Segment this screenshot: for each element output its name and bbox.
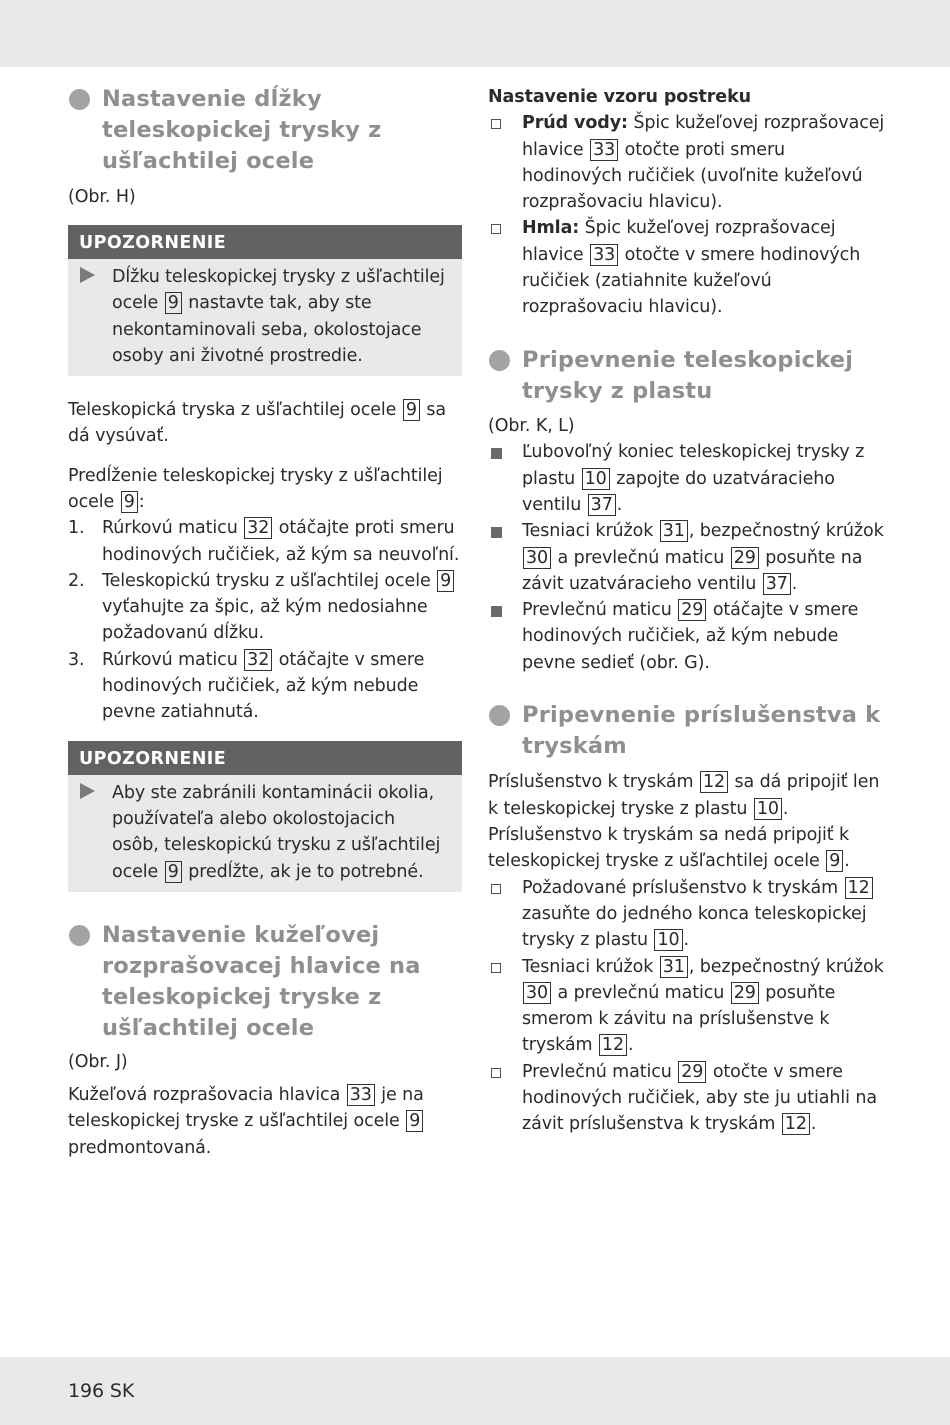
part-reference: 30 bbox=[523, 547, 551, 569]
part-reference: 12 bbox=[782, 1113, 810, 1135]
part-reference: 33 bbox=[590, 139, 618, 161]
part-reference: 29 bbox=[678, 599, 706, 621]
part-reference: 29 bbox=[678, 1061, 706, 1083]
warning-title: UPOZORNENIE bbox=[68, 225, 462, 259]
part-reference: 12 bbox=[845, 877, 873, 899]
accessory-list bbox=[488, 875, 888, 1138]
list-item: 1. Rúrkovú maticu 32 otáčajte proti smeru hodinových ručičiek, až kým sa neuvoľní. bbox=[68, 518, 460, 565]
list-item: Prevlečnú maticu 29 otáčajte v smere hodinových ručičiek, až kým nebude pevne sedieť (obr. G). bbox=[488, 597, 888, 676]
part-reference: 31 bbox=[660, 520, 688, 542]
part-reference: 9 bbox=[437, 570, 454, 592]
part-reference: 33 bbox=[590, 244, 618, 266]
figure-reference: (Obr. K, L) bbox=[488, 416, 575, 437]
part-reference: 30 bbox=[523, 982, 551, 1004]
part-reference: 37 bbox=[763, 573, 791, 595]
arrow-right-icon bbox=[80, 783, 95, 799]
part-reference: 10 bbox=[654, 929, 682, 951]
part-reference: 32 bbox=[244, 517, 272, 539]
checkbox-square-icon bbox=[491, 119, 501, 129]
part-reference: 9 bbox=[121, 491, 138, 513]
checkbox-square-icon bbox=[491, 1068, 501, 1078]
part-reference: 9 bbox=[165, 861, 182, 883]
list-item: Prevlečnú maticu 29 otočte v smere hodinových ručičiek, aby ste ju utiahli na závit príslušenstva k tryskám 12 . bbox=[488, 1059, 888, 1138]
plastic-nozzle-list bbox=[488, 439, 888, 676]
section-heading-accessories bbox=[488, 700, 888, 762]
warning-text: predĺžte, ak je to potrebné. bbox=[188, 861, 424, 882]
warning-body bbox=[68, 775, 462, 892]
list-item: Tesniaci krúžok 31 , bezpečnostný krúžok 30 a prevlečnú maticu 29 posuňte smerom k závitu na príslušenstve k tryskám 12 . bbox=[488, 954, 888, 1059]
checkbox-square-icon bbox=[491, 963, 501, 973]
list-item: 2. Teleskopickú trysku z ušľachtilej ocele 9 vyťahujte za špic, až kým nedosiahne požadovanú dĺžku. bbox=[68, 568, 462, 647]
warning-box bbox=[68, 741, 462, 892]
bullet-dot-icon bbox=[489, 350, 510, 371]
paragraph: Príslušenstvo k tryskám 12 sa dá pripojiť len k teleskopickej tryske z plastu 10 . bbox=[488, 772, 880, 819]
square-bullet-icon bbox=[491, 448, 502, 459]
section-title: Pripevnenie príslušenstva k tryskám bbox=[522, 702, 881, 760]
section-heading-plastic-nozzle bbox=[488, 345, 888, 407]
part-reference: 10 bbox=[754, 798, 782, 820]
part-reference: 33 bbox=[347, 1084, 375, 1106]
section-heading-spray-head bbox=[68, 920, 462, 1045]
list-item: 3. Rúrkovú maticu 32 otáčajte v smere hodinových ručičiek, až kým nebude pevne zatiahnutá. bbox=[68, 649, 425, 723]
subheading-spray-pattern: Nastavenie vzoru postreku bbox=[488, 87, 751, 107]
warning-text: nastavte tak, aby ste nekontaminovali seba, okolostojace osoby ani životné prostredie. bbox=[112, 293, 422, 366]
list-item: Ľubovoľný koniec teleskopickej trysky z plastu 10 zapojte do uzatváracieho ventilu 37 . bbox=[488, 439, 888, 518]
spray-pattern-list bbox=[488, 110, 888, 320]
section-heading-nozzle-length bbox=[68, 84, 462, 178]
part-reference: 9 bbox=[406, 1110, 423, 1132]
warning-title: UPOZORNENIE bbox=[68, 741, 462, 775]
paragraph: Predĺženie teleskopickej trysky z ušľachtilej ocele 9 : bbox=[68, 465, 443, 512]
paragraph: Príslušenstvo k tryskám sa nedá pripojiť k teleskopickej tryske z ušľachtilej ocele 9 . bbox=[488, 825, 850, 872]
right-column bbox=[488, 84, 888, 1138]
left-column bbox=[68, 84, 462, 1161]
list-item: Tesniaci krúžok 31 , bezpečnostný krúžok 30 a prevlečnú maticu 29 posuňte na závit uzatváracieho ventilu 37 . bbox=[488, 518, 888, 597]
page-top-band bbox=[0, 0, 950, 67]
bullet-dot-icon bbox=[489, 705, 510, 726]
part-reference: 12 bbox=[700, 771, 728, 793]
part-reference: 12 bbox=[599, 1034, 627, 1056]
part-reference: 29 bbox=[731, 547, 759, 569]
part-reference: 9 bbox=[403, 399, 420, 421]
part-reference: 31 bbox=[660, 956, 688, 978]
checkbox-square-icon bbox=[491, 224, 501, 234]
section-title: Nastavenie kužeľovej rozprašovacej hlavice na teleskopickej tryske z ušľachtilej ocele bbox=[102, 921, 421, 1042]
square-bullet-icon bbox=[491, 606, 502, 617]
numbered-steps bbox=[68, 515, 462, 725]
figure-reference: (Obr. J) bbox=[68, 1051, 128, 1072]
paragraph: Kužeľová rozprašovacia hlavica 33 je na teleskopickej tryske z ušľachtilej ocele 9 predmontovaná. bbox=[68, 1084, 424, 1158]
bullet-dot-icon bbox=[69, 89, 90, 110]
part-reference: 9 bbox=[826, 850, 843, 872]
page-bottom-band bbox=[0, 1357, 950, 1425]
square-bullet-icon bbox=[491, 527, 502, 538]
section-title: Nastavenie dĺžky teleskopickej trysky z ušľachtilej ocele bbox=[102, 86, 382, 175]
part-reference: 9 bbox=[165, 292, 182, 314]
section-title: Pripevnenie teleskopickej trysky z plastu bbox=[522, 346, 854, 404]
figure-reference: (Obr. H) bbox=[68, 186, 136, 207]
arrow-right-icon bbox=[80, 267, 95, 283]
part-reference: 32 bbox=[244, 649, 272, 671]
paragraph: Teleskopická tryska z ušľachtilej ocele 9 sa dá vysúvať. bbox=[68, 400, 446, 447]
part-reference: 29 bbox=[731, 982, 759, 1004]
part-reference: 37 bbox=[588, 494, 616, 516]
part-reference: 10 bbox=[582, 468, 610, 490]
warning-text: Aby ste zabránili kontaminácii okolia, používateľa alebo okolostojacich osôb, teleskopickú trysku z ušľachtilej ocele bbox=[112, 782, 441, 882]
checkbox-square-icon bbox=[491, 884, 501, 894]
warning-body bbox=[68, 259, 462, 376]
bullet-dot-icon bbox=[69, 925, 90, 946]
list-item: Požadované príslušenstvo k tryskám 12 zasuňte do jedného konca teleskopickej trysky z plastu 10 . bbox=[488, 875, 888, 954]
warning-box bbox=[68, 225, 462, 376]
list-item: Prúd vody: Špic kužeľovej rozprašovacej hlavice 33 otočte proti smeru hodinových ručičiek (uvoľnite kužeľovú rozprašovaciu hlavicu). bbox=[488, 110, 888, 215]
page-number: 196 SK bbox=[68, 1380, 135, 1402]
warning-text: Dĺžku teleskopickej trysky z ušľachtilej ocele bbox=[112, 266, 445, 314]
list-item: Hmla: Špic kužeľovej rozprašovacej hlavice 33 otočte v smere hodinových ručičiek (zatiahnite kužeľovú rozprašovaciu hlavicu). bbox=[488, 215, 888, 320]
